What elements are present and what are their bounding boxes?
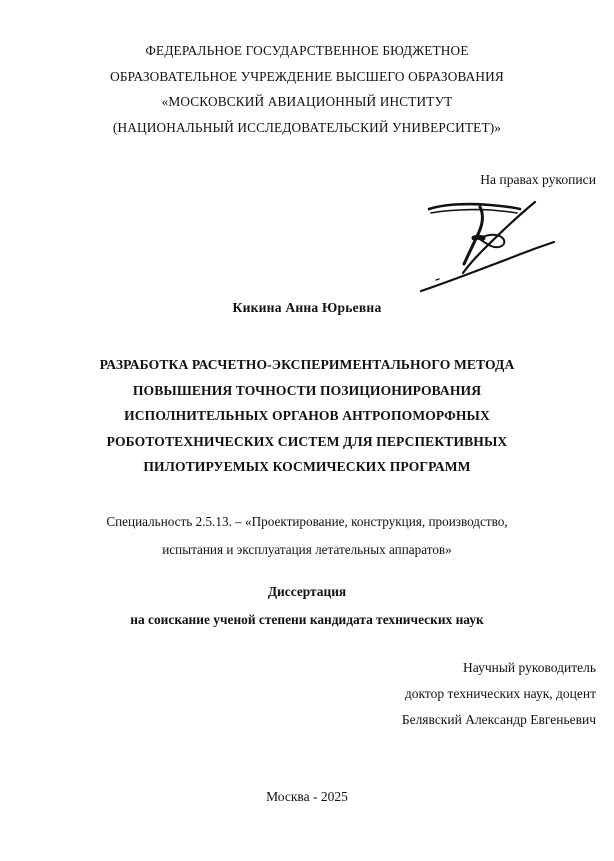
supervisor-label: Научный руководитель (463, 660, 596, 675)
supervisor-name: Белявский Александр Евгеньевич (401, 712, 596, 727)
manuscript-rights-note: На правах рукописи (480, 172, 596, 187)
institution-line-2: ОБРАЗОВАТЕЛЬНОЕ УЧРЕЖДЕНИЕ ВЫСШЕГО ОБРАЗОВАНИЯ (110, 68, 504, 84)
institution-header (57, 38, 557, 140)
degree-heading: Диссертация (267, 584, 347, 599)
title-line-1: РАЗРАБОТКА РАСЧЕТНО-ЭКСПЕРИМЕНТАЛЬНОГО МЕТОДА (99, 357, 515, 372)
specialty-block (47, 508, 567, 564)
title-line-3: ИСПОЛНИТЕЛЬНЫХ ОРГАНОВ АНТРОПОМОРФНЫХ (124, 408, 490, 423)
institution-line-3: «МОСКОВСКИЙ АВИАЦИОННЫЙ ИНСТИТУТ (161, 94, 453, 109)
institution-line-1: ФЕДЕРАЛЬНОЕ ГОСУДАРСТВЕННОЕ БЮДЖЕТНОЕ (145, 43, 469, 58)
place-and-year: Москва - 2025 (266, 789, 348, 804)
signature-image (418, 196, 568, 296)
degree-line: на соискание ученой степени кандидата технических наук (130, 612, 484, 627)
title-line-4: РОБОТОТЕХНИЧЕСКИХ СИСТЕМ ДЛЯ ПЕРСПЕКТИВНЫХ (106, 433, 508, 449)
degree-block (0, 578, 614, 634)
title-line-2: ПОВЫШЕНИЯ ТОЧНОСТИ ПОЗИЦИОНИРОВАНИЯ (132, 382, 482, 398)
author-name: Кикина Анна Юрьевна (232, 300, 382, 315)
title-line-5: ПИЛОТИРУЕМЫХ КОСМИЧЕСКИХ ПРОГРАММ (143, 459, 471, 474)
specialty-line-1: Специальность 2.5.13. – «Проектирование, конструкция, производство, (106, 514, 508, 529)
supervisor-degree: доктор технических наук, доцент (404, 686, 596, 701)
institution-line-4: (НАЦИОНАЛЬНЫЙ ИССЛЕДОВАТЕЛЬСКИЙ УНИВЕРСИТЕТ)» (112, 119, 502, 135)
specialty-line-2: испытания и эксплуатация летательных аппаратов» (162, 542, 452, 557)
supervisor-block (176, 655, 596, 733)
dissertation-title (37, 352, 577, 480)
